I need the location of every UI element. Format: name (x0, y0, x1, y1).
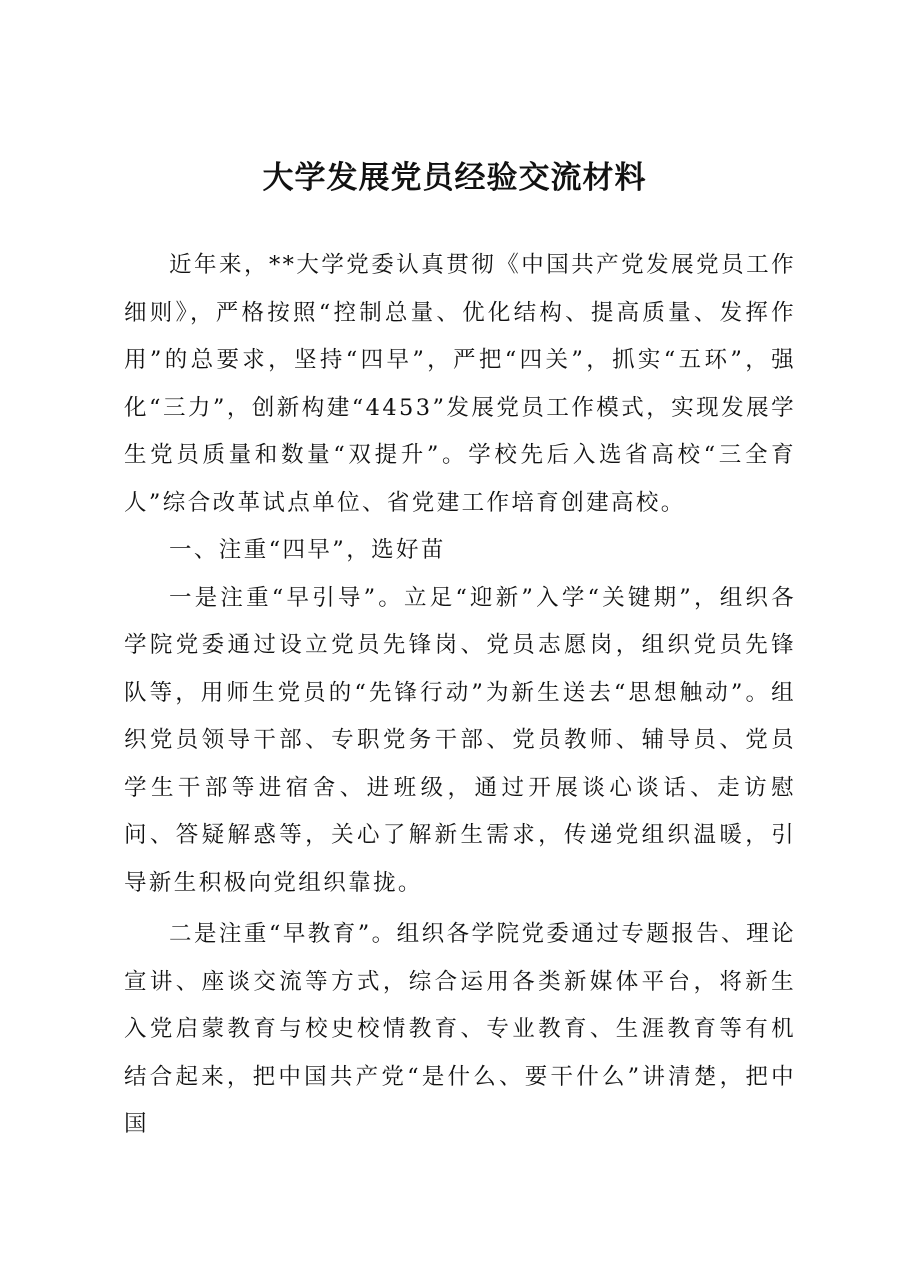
intro-paragraph: 近年来，**大学党委认真贯彻《中国共产党发展党员工作细则》，严格按照“控制总量、优化结构、提高质量、发挥作用”的总要求，坚持“四早”，严把“四关”，抓实“五环”，强化“三力”，创新构建“4453”发展党员工作模式，实现发展学生党员质量和数量“双提升”。学校先后入选省高校“三全育人”综合改革试点单位、省党建工作培育创建高校。 (124, 252, 796, 516)
section-heading: 一、注重“四早”，选好苗 (169, 537, 446, 563)
body-paragraph-early-education: 二是注重“早教育”。组织各学院党委通过专题报告、理论宣讲、座谈交流等方式，综合运用各类新媒体平台，将新生入党启蒙教育与校史校情教育、专业教育、生涯教育等有机结合起来，把中国共产党“是什么、要干什么”讲清楚，把中国 (124, 921, 796, 1137)
document-title: 大学发展党员经验交流材料 (262, 160, 647, 196)
body-paragraph-early-guidance: 一是注重“早引导”。立足“迎新”入学“关键期”，组织各学院党委通过设立党员先锋岗、党员志愿岗，组织党员先锋队等，用师生党员的“先锋行动”为新生送去“思想触动”。组织党员领导干部、专职党务干部、党员教师、辅导员、党员学生干部等进宿舍、进班级，通过开展谈心谈话、走访慰问、答疑解惑等，关心了解新生需求，传递党组织温暖，引导新生积极向党组织靠拢。 (124, 584, 796, 896)
document-body (124, 242, 796, 1149)
